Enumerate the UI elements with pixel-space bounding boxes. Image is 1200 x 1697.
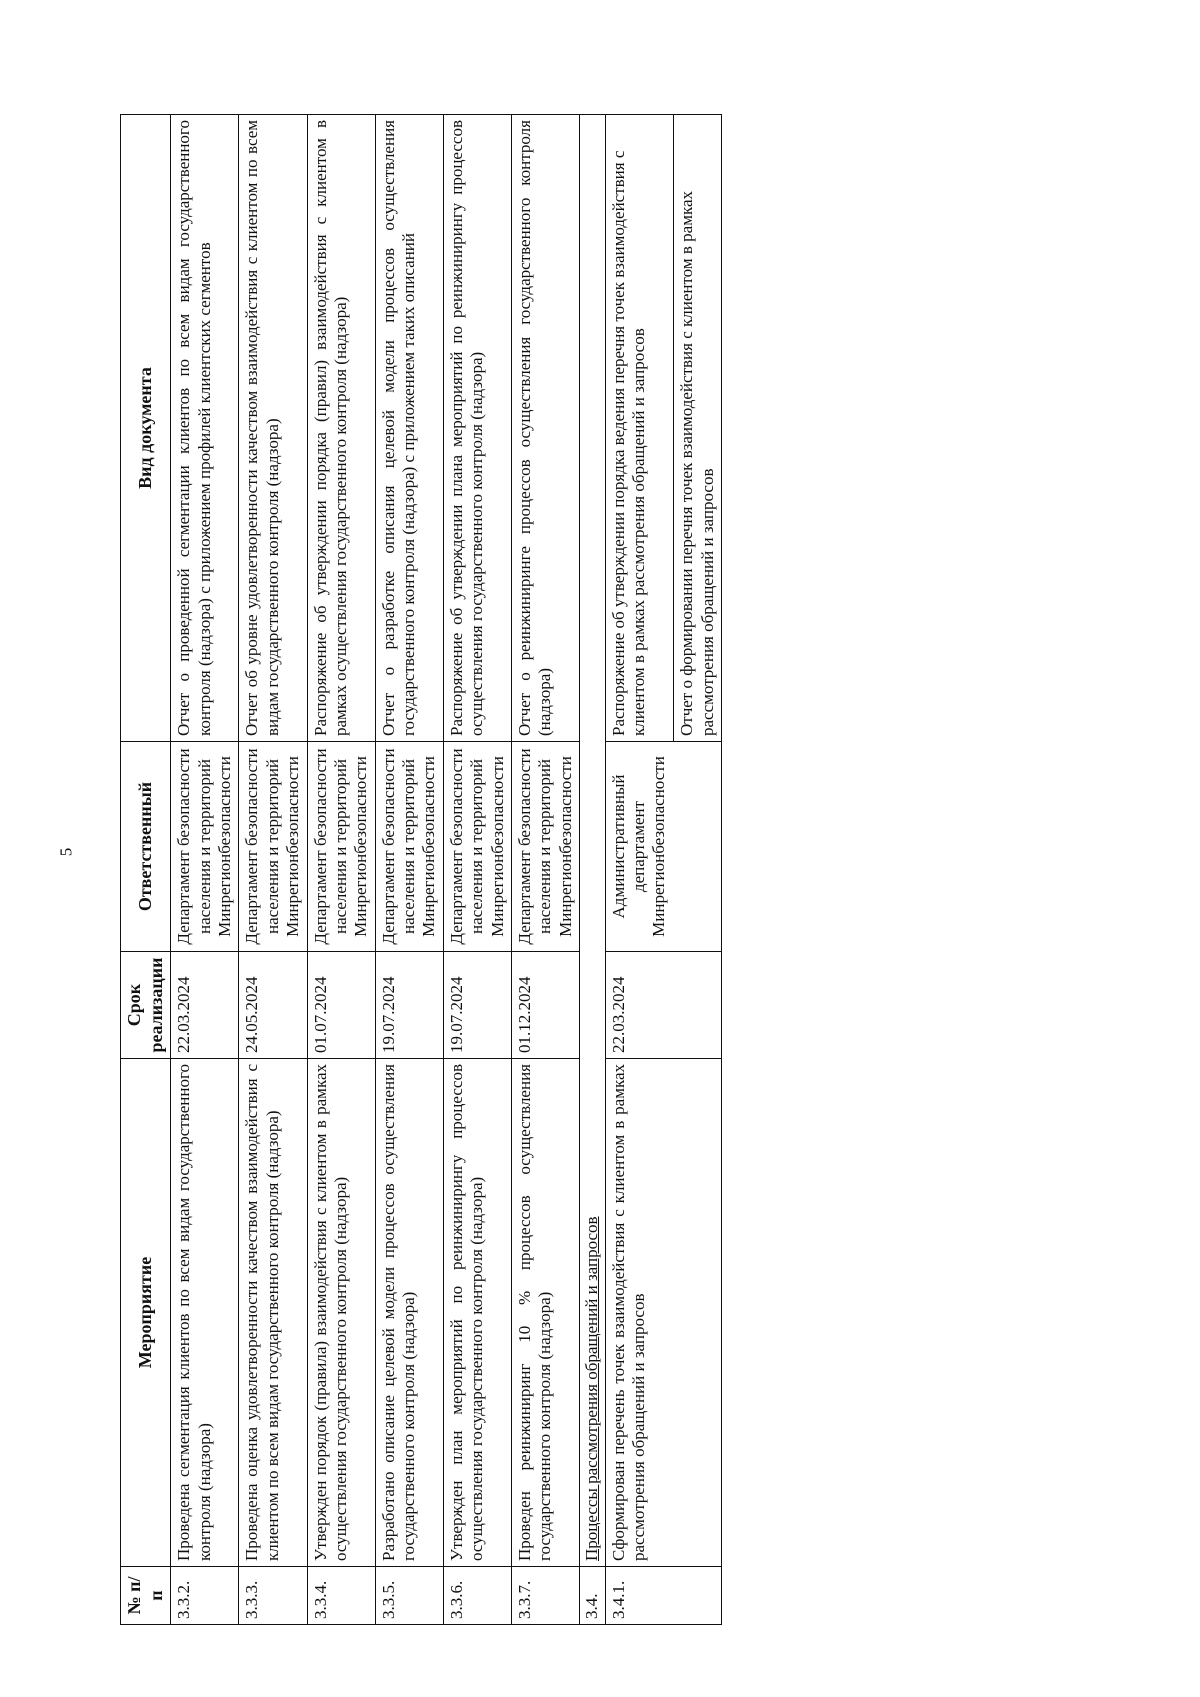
row-deadline: 24.05.2024	[239, 952, 307, 1059]
row-deadline: 19.07.2024	[375, 952, 443, 1059]
row-num: 3.3.2.	[171, 1567, 239, 1625]
header-event: Мероприятие	[121, 1059, 171, 1567]
table-row	[171, 115, 239, 1625]
header-row	[121, 115, 171, 1625]
rotated-table-container	[120, 115, 1025, 1625]
row-deadline: 22.03.2024	[171, 952, 239, 1059]
row-doc: Отчет о разработке описания целевой модели процессов осуществления государственного контроля (надзора) с приложением таких описаний	[375, 115, 443, 742]
row-doc: Распоряжение об утверждении порядка (правил) взаимодействия с клиентом в рамках осуществления государственного контроля (надзора)	[307, 115, 375, 742]
row-event: Проведен реинжиниринг 10 % процессов осуществления государственного контроля (надзора)	[512, 1059, 580, 1567]
row-num: 3.4.1.	[605, 1567, 722, 1625]
row-event: Утвержден порядок (правила) взаимодействия с клиентом в рамках осуществления государственного контроля (надзора)	[307, 1059, 375, 1567]
section-row	[580, 115, 605, 1625]
row-num: 3.3.5.	[375, 1567, 443, 1625]
row-responsible: Департамент безопасности населения и территорий Минрегионбезопасности	[512, 742, 580, 952]
row-responsible: Административный департамент Минрегионбезопасности	[605, 742, 722, 952]
header-doc: Вид документа	[121, 115, 171, 742]
row-num: 3.3.7.	[512, 1567, 580, 1625]
row-doc: Отчет о реинжиниринге процессов осуществления государственного контроля (надзора)	[512, 115, 580, 742]
table-row	[512, 115, 580, 1625]
row-num: 3.3.4.	[307, 1567, 375, 1625]
row-deadline: 19.07.2024	[443, 952, 511, 1059]
row-responsible: Департамент безопасности населения и территорий Минрегионбезопасности	[375, 742, 443, 952]
row-deadline: 01.12.2024	[512, 952, 580, 1059]
row-deadline: 22.03.2024	[605, 952, 722, 1059]
header-deadline: Срок реализации	[121, 952, 171, 1059]
row-responsible: Департамент безопасности населения и территорий Минрегионбезопасности	[307, 742, 375, 952]
row-responsible: Департамент безопасности населения и территорий Минрегионбезопасности	[171, 742, 239, 952]
row-doc: Отчет об уровне удовлетворенности качеством взаимодействия с клиентом по всем видам государственного контроля (надзора)	[239, 115, 307, 742]
row-doc: Распоряжение об утверждении плана мероприятий по реинжинирингу процессов осуществления государственного контроля (надзора)	[443, 115, 511, 742]
table-row	[443, 115, 511, 1625]
section-title: Процессы рассмотрения обращений и запросов	[580, 115, 605, 1567]
page-number: 5	[56, 847, 76, 857]
row-doc-2: Отчет о формировании перечня точек взаимодействия с клиентом в рамках рассмотрения обращений и запросов	[677, 191, 717, 736]
row-num: 3.3.3.	[239, 1567, 307, 1625]
table-row	[239, 115, 307, 1625]
row-responsible: Департамент безопасности населения и территорий Минрегионбезопасности	[443, 742, 511, 952]
row-event: Разработано описание целевой модели процессов осуществления государственного контроля (надзора)	[375, 1059, 443, 1567]
row-event: Проведена сегментация клиентов по всем видам государственного контроля (надзора)	[171, 1059, 239, 1567]
table-row	[375, 115, 443, 1625]
row-doc: Отчет о проведенной сегментации клиентов по всем видам государственного контроля (надзора) с приложением профилей клиентских сегментов	[171, 115, 239, 742]
row-doc	[605, 115, 722, 742]
table-row	[605, 115, 722, 1625]
row-deadline: 01.07.2024	[307, 952, 375, 1059]
table-row	[307, 115, 375, 1625]
row-event: Сформирован перечень точек взаимодействия с клиентом в рамках рассмотрения обращений и запросов	[605, 1059, 722, 1567]
row-event: Утвержден план мероприятий по реинжинирингу процессов осуществления государственного контроля (надзора)	[443, 1059, 511, 1567]
row-num: 3.3.6.	[443, 1567, 511, 1625]
header-num: № п/п	[121, 1567, 171, 1625]
header-responsible: Ответственный	[121, 742, 171, 952]
plan-table	[120, 114, 722, 1625]
row-event: Проведена оценка удовлетворенности качеством взаимодействия с клиентом по всем видам государственного контроля (надзора)	[239, 1059, 307, 1567]
row-responsible: Департамент безопасности населения и территорий Минрегионбезопасности	[239, 742, 307, 952]
section-num: 3.4.	[580, 1567, 605, 1625]
row-doc-1: Распоряжение об утверждении порядка ведения перечня точек взаимодействия с клиентом в рамках рассмотрения обращений и запросов	[606, 115, 675, 741]
